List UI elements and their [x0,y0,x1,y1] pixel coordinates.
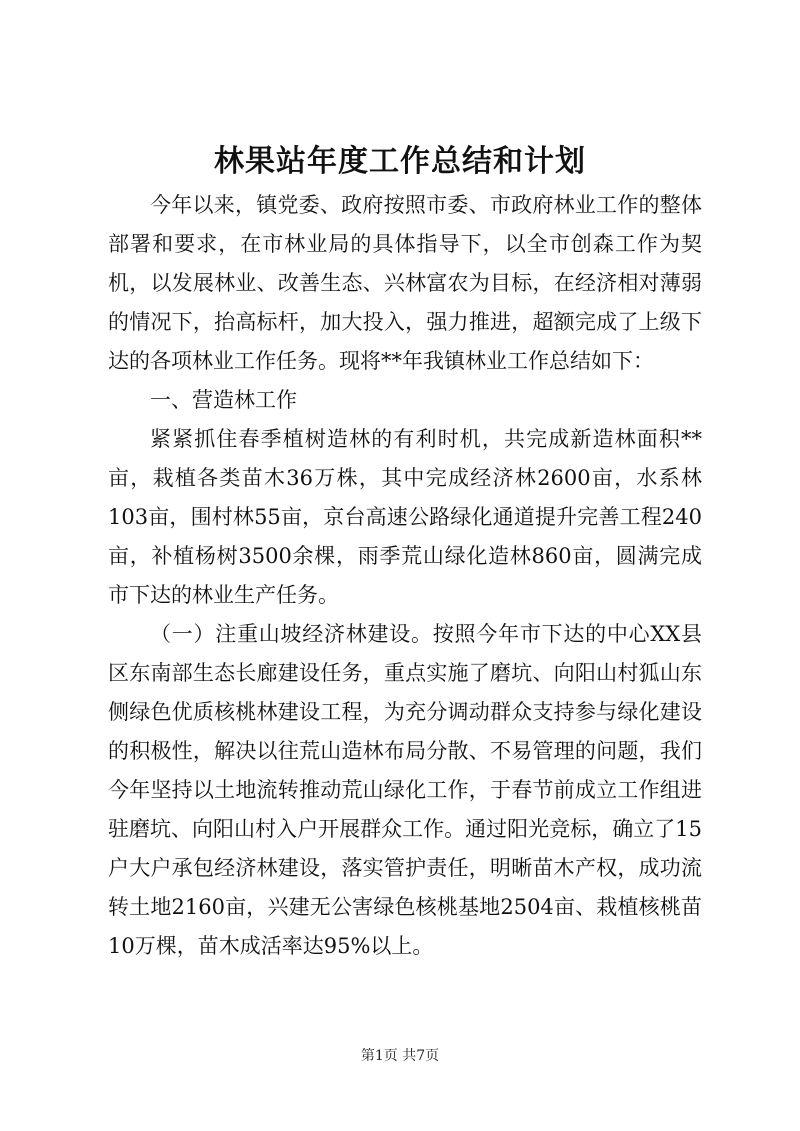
document-title: 林果站年度工作总结和计划 [214,144,586,179]
paragraph-intro: 今年以来，镇党委、政府按照市委、市政府林业工作的整体部署和要求，在市林业局的具体指导下，以全市创森工作为契机，以发展林业、改善生态、兴林富农为目标，在经济相对薄弱的情况下，抬高标杆，加大投入，强力推进，超额完成了上级下达的各项林业工作任务。现将**年我镇林业工作总结如下： [108,193,702,373]
paragraph-afforestation: 紧紧抓住春季植树造林的有利时机，共完成新造林面积**亩，栽植各类苗木36万株，其中完成经济林2600亩，水系林103亩，围村林55亩，京台高速公路绿化通道提升完善工程240亩，补植杨树3500余棵，雨季荒山绿化造林860亩，圆满完成市下达的林业生产任务。 [108,427,702,607]
section-heading: 一、营造林工作 [150,388,297,412]
paragraph-economic-forest: （一）注重山坡经济林建设。按照今年市下达的中心XX县区东南部生态长廊建设任务，重点实施了磨坑、向阳山村狐山东侧绿色优质核桃林建设工程，为充分调动群众支持参与绿化建设的积极性，解决以往荒山造林布局分散、不易管理的问题，我们今年坚持以土地流转推动荒山绿化工作，于春节前成立工作组进驻磨坑、向阳山村入户开展群众工作。通过阳光竞标，确立了15户大户承包经济林建设，落实管护责任，明晰苗木产权，成功流转土地2160亩，兴建无公害绿色核桃基地2504亩、栽植核桃苗10万棵，苗木成活率达95%以上。 [108,622,702,958]
page-number: 第1页 共7页 [360,1048,440,1064]
document-body [108,186,702,966]
